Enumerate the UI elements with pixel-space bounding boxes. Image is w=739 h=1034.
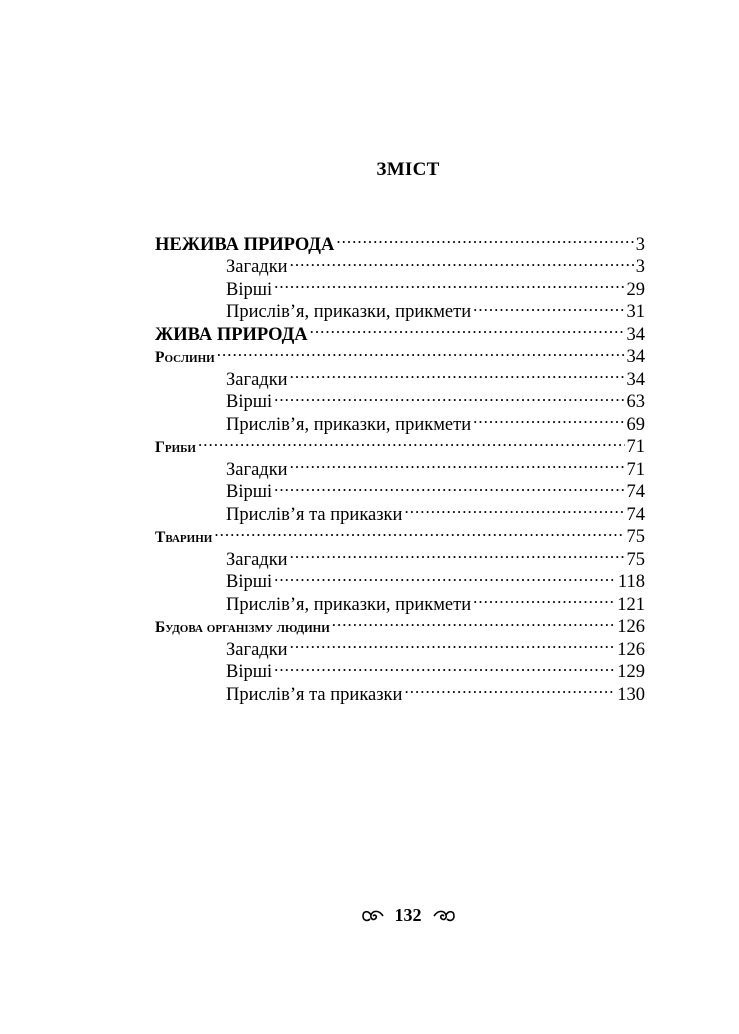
toc-entry-title: Загадки (226, 459, 288, 480)
toc-entry-title: Рослини (155, 349, 215, 366)
toc-entry (155, 362, 645, 390)
toc-entry-title: Вірші (226, 392, 273, 412)
toc-entry-page: 74 (626, 482, 645, 502)
toc-entry-page: 34 (626, 324, 645, 345)
toc-entry-page: 129 (617, 662, 645, 682)
toc-entry-title: Загадки (226, 549, 288, 570)
dot-leader (310, 317, 625, 340)
table-of-contents (155, 227, 645, 705)
toc-entry-title: Вірші (226, 572, 273, 592)
toc-entry (155, 227, 645, 255)
page-footer (0, 905, 739, 926)
toc-entry-page: 118 (617, 572, 645, 592)
dot-leader (473, 587, 615, 610)
toc-entry-page: 69 (626, 414, 645, 435)
toc-entry-title: Тварини (155, 529, 213, 546)
dot-leader (404, 497, 624, 520)
toc-entry-title: Прислів’я, приказки, прикмети (226, 414, 472, 435)
toc-entry-page: 34 (626, 369, 645, 390)
toc-entry-page: 75 (626, 527, 645, 547)
toc-entry-page: 34 (626, 347, 645, 367)
dot-leader (290, 632, 616, 655)
toc-entry-title: Загадки (226, 639, 288, 660)
left-ornament-icon (361, 908, 385, 924)
toc-entry-page: 121 (617, 594, 645, 615)
dot-leader (274, 272, 624, 295)
toc-entry-page: 63 (626, 392, 645, 412)
toc-entry-page: 130 (617, 684, 645, 705)
toc-entry-title: Загадки (226, 257, 288, 277)
toc-entry-title: Гриби (155, 439, 196, 456)
dot-leader (290, 452, 625, 475)
toc-entry-title: НЕЖИВА ПРИРОДА (155, 234, 335, 255)
dot-leader (473, 295, 624, 318)
toc-entry-title: ЖИВА ПРИРОДА (155, 324, 308, 345)
toc-entry-title: Загадки (226, 369, 288, 390)
right-ornament-icon (432, 908, 456, 924)
dot-leader (332, 610, 615, 633)
toc-entry-page: 74 (626, 504, 645, 525)
toc-entry (155, 340, 645, 367)
toc-entry-title: Прислів’я, приказки, прикмети (226, 594, 472, 615)
toc-entry-page: 75 (626, 549, 645, 570)
toc-entry (155, 452, 645, 480)
toc-entry (155, 430, 645, 457)
toc-entry-page: 126 (617, 639, 645, 660)
toc-entry-page: 3 (635, 234, 645, 255)
dot-leader (274, 655, 615, 678)
dot-leader (274, 565, 616, 588)
dot-leader (404, 677, 615, 700)
dot-leader (473, 407, 624, 430)
toc-entry-page: 71 (626, 437, 645, 457)
dot-leader (217, 340, 625, 363)
dot-leader (274, 475, 624, 498)
toc-entry-page: 126 (617, 617, 645, 637)
toc-entry-title: Вірші (226, 279, 273, 300)
dot-leader (290, 362, 625, 385)
toc-entry-page: 29 (626, 279, 645, 300)
toc-entry (155, 542, 645, 570)
page-title: ЗМІСТ (376, 159, 440, 180)
dot-leader (290, 542, 625, 565)
toc-entry-page: 31 (626, 302, 645, 322)
dot-leader (336, 227, 633, 250)
toc-entry-title: Будова організму людини (155, 619, 330, 636)
dot-leader (274, 385, 624, 408)
toc-entry-title: Вірші (226, 482, 273, 502)
dot-leader (214, 520, 624, 543)
toc-entry (155, 520, 645, 547)
dot-leader (198, 430, 625, 453)
toc-entry-page: 71 (626, 459, 645, 480)
dot-leader (290, 250, 634, 273)
toc-entry-page: 3 (635, 257, 645, 277)
toc-entry-title: Прислів’я та приказки (226, 504, 403, 525)
toc-entry-title: Прислів’я, приказки, прикмети (226, 302, 472, 322)
toc-entry-title: Прислів’я та приказки (226, 684, 403, 705)
page-number: 132 (394, 905, 422, 925)
toc-entry-title: Вірші (226, 662, 273, 682)
